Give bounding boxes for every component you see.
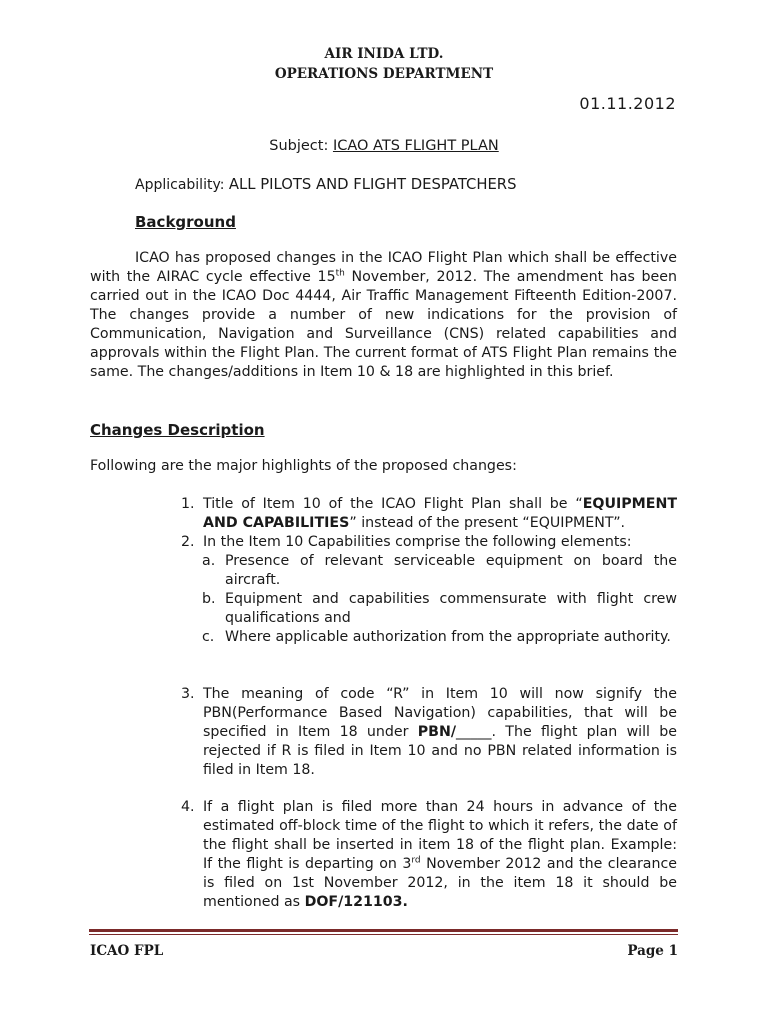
subject-line bbox=[0, 138, 768, 154]
department-name: OPERATIONS DEPARTMENT bbox=[274, 66, 494, 82]
item-2c-label: c. bbox=[202, 629, 215, 645]
item-2-text: In the Item 10 Capabilities comprise the following elements: bbox=[203, 534, 632, 550]
item-3-text: The meaning of code “R” in Item 10 will now signify the PBN(Performance Based Navigation) capabilities, that will be specified in Item 18 under PBN/_____. The flight plan will be rejected if R is filed in Item 10 and no PBN related information is filed in Item 18. bbox=[203, 686, 678, 778]
document-date: 01.11.2012 bbox=[579, 94, 676, 113]
item-4-number: 4. bbox=[181, 799, 195, 815]
item-4-text: If a flight plan is filed more than 24 hours in advance of the estimated off-block time of the flight to which it refers, the date of the flight shall be inserted in item 18 of the flight plan. Example: If the flight is departing on 3rd November 2012 and the clearance is filed on 1st November 2012, in the item 18 it should be mentioned as DOF/121103. bbox=[203, 799, 677, 910]
subject-value: ICAO ATS FLIGHT PLAN bbox=[332, 138, 499, 154]
background-heading: Background bbox=[135, 213, 236, 231]
changes-intro: Following are the major highlights of the proposed changes: bbox=[90, 458, 517, 474]
page-number: Page 1 bbox=[627, 943, 678, 959]
changes-heading: Changes Description bbox=[90, 421, 265, 439]
applicability-value: ALL PILOTS AND FLIGHT DESPATCHERS bbox=[228, 176, 517, 193]
subject-label: Subject: bbox=[269, 138, 333, 154]
item-2-number: 2. bbox=[181, 534, 195, 550]
footer-rule bbox=[89, 929, 678, 932]
item-1-text: Title of Item 10 of the ICAO Flight Plan shall be “EQUIPMENT AND CAPABILITIES” instead of the present “EQUIPMENT”. bbox=[203, 496, 677, 531]
item-2a-text: Presence of relevant serviceable equipment on board the aircraft. bbox=[225, 553, 677, 588]
background-paragraph: ICAO has proposed changes in the ICAO Flight Plan which shall be effective with the AIRAC cycle effective 15th November, 2012. The amendment has been carried out in the ICAO Doc 4444, Air Traffic Management Fifteenth Edition-2007. The changes provide a number of new indications for the provision of Communication, Navigation and Surveillance (CNS) related capabilities and approvals within the Flight Plan. The current format of ATS Flight Plan remains the same. The changes/additions in Item 10 & 18 are highlighted in this brief. bbox=[90, 250, 677, 380]
item-2c-text: Where applicable authorization from the appropriate authority. bbox=[225, 629, 671, 645]
footer-title: ICAO FPL bbox=[90, 943, 164, 959]
item-2a-label: a. bbox=[202, 553, 216, 569]
applicability-line bbox=[135, 176, 516, 193]
item-1-number: 1. bbox=[181, 496, 195, 512]
footer-rule-thin bbox=[89, 934, 678, 935]
item-2b-label: b. bbox=[202, 591, 216, 607]
applicability-label: Applicability: bbox=[135, 177, 229, 193]
item-2b-text: Equipment and capabilities commensurate with flight crew qualifications and bbox=[225, 591, 677, 626]
item-3-number: 3. bbox=[181, 686, 195, 702]
company-name: AIR INIDA LTD. bbox=[324, 46, 444, 62]
